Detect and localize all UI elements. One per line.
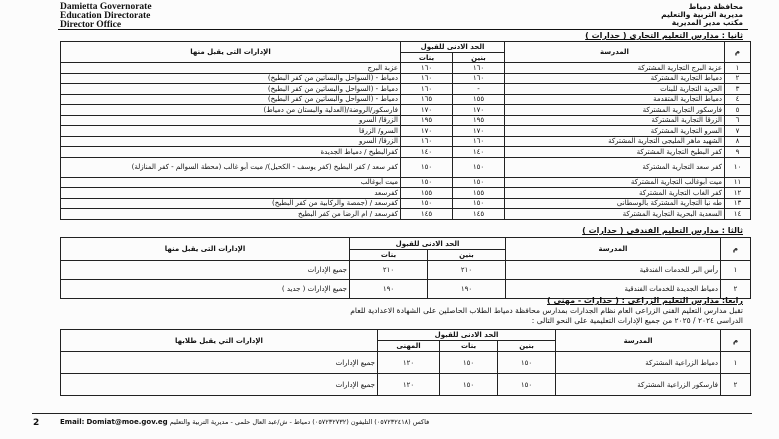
row-school: دمياط التجارية المتقدمة bbox=[505, 94, 725, 105]
commercial-table bbox=[60, 41, 751, 220]
table-row bbox=[61, 105, 751, 116]
row-school: كفر البطيخ التجارية المشتركة bbox=[505, 147, 725, 158]
row-girls: ١٤٠ bbox=[401, 147, 453, 158]
row-admins: جميع الإدارات bbox=[61, 374, 378, 396]
header-arabic bbox=[661, 3, 743, 27]
row-num: ١٠ bbox=[725, 157, 751, 177]
contact-info: فاكس (٠٥٧٢٣٢٤١٨) التليفون (٠٥٧٢٣٢٧٣٢) دمياط - ش/عبد العال حلمى - مديرية التربية والتعليم bbox=[169, 418, 430, 426]
row-girls: ١٩٠ bbox=[350, 280, 428, 299]
agri-section-title: رابعا: مدارس التعليم الزراعى : ( جدارات - مهنى ) bbox=[547, 296, 743, 305]
row-girls: ١٦٠ bbox=[401, 84, 453, 95]
table-row bbox=[61, 147, 751, 158]
table-row bbox=[61, 136, 751, 147]
col-num-header: م bbox=[721, 330, 751, 352]
table-row bbox=[61, 94, 751, 105]
row-admins: الزرقا/ السرو bbox=[61, 115, 401, 126]
row-admins: فارسكور/الروضة/(العدلية والبستان من دمياط) bbox=[61, 105, 401, 116]
row-vocational: ١٢٠ bbox=[378, 352, 440, 374]
agri-paragraph-line1: تقبل مدارس التعليم الفنى الزراعى العام نظام الجدارات بمدارس محافظة دمياط الطلاب الحاصلين على الشهادة الاعدادية للعام bbox=[350, 306, 743, 315]
header-governorate: Damietta Governorate bbox=[60, 2, 152, 12]
row-admins: كفرالبطيخ / دمياط الجديدة bbox=[61, 147, 401, 158]
row-boys: ١٩٠ bbox=[428, 280, 506, 299]
row-school: دمياط التجارية المشتركة bbox=[505, 73, 725, 84]
row-school: الحرية التجارية للبنات bbox=[505, 84, 725, 95]
row-boys: ١٧٠ bbox=[453, 126, 505, 137]
header-directorate: Education Directorate bbox=[60, 11, 151, 21]
row-boys: ١٥٠ bbox=[453, 198, 505, 209]
col-admins-header: الإدارات التي يقبل طلابها bbox=[61, 330, 378, 352]
col-school-header: المدرسة bbox=[505, 42, 725, 63]
row-girls: ١٥٥ bbox=[401, 188, 453, 199]
row-num: ٢ bbox=[721, 280, 751, 299]
agri-paragraph-line2: الدراسى ٢٠٢٤ / ٢٠٢٥ من جميع الإدارات التعليمية على النحو التالى : bbox=[531, 316, 743, 325]
row-admins: كفر سعد / كفر البطيخ (كفر يوسف - الكحيل)/ ميت أبو غالب (محطة السوالم - كفر المنازلة) bbox=[61, 157, 401, 177]
row-boys: ١٦٠ bbox=[453, 136, 505, 147]
header-ar-office: مكتب مدير المديرية bbox=[671, 18, 743, 27]
row-girls: ١٥٠ bbox=[440, 352, 498, 374]
row-girls: ١٦٥ bbox=[401, 94, 453, 105]
row-school: طه نبا التجارية المشتركة بالوسطانى bbox=[505, 198, 725, 209]
row-boys: ١٥٠ bbox=[498, 374, 556, 396]
row-girls: ١٥٠ bbox=[401, 157, 453, 177]
table-row bbox=[61, 261, 751, 280]
hotel-table bbox=[60, 237, 751, 299]
row-girls: ١٥٠ bbox=[440, 374, 498, 396]
header-english bbox=[60, 3, 152, 30]
row-boys: ٢١٠ bbox=[428, 261, 506, 280]
table-row bbox=[61, 126, 751, 137]
row-admins: السرو/ الزرقا bbox=[61, 126, 401, 137]
row-num: ١ bbox=[721, 352, 751, 374]
row-boys: ١٥٠ bbox=[453, 157, 505, 177]
email-link[interactable]: Domiat@moe.gov.eg bbox=[86, 418, 168, 426]
col-school-header: المدرسة bbox=[506, 238, 721, 261]
row-school: الشهيد ماهر المليجى التجارية المشتركة bbox=[505, 136, 725, 147]
row-admins: الزرقا/ السرو bbox=[61, 136, 401, 147]
col-boys-header: بنين bbox=[453, 53, 505, 63]
col-boys-header: بنين bbox=[498, 341, 556, 352]
table-row bbox=[61, 198, 751, 209]
row-num: ٢ bbox=[725, 73, 751, 84]
footer-divider bbox=[32, 413, 752, 414]
row-num: ١٣ bbox=[725, 198, 751, 209]
row-admins: كفرسعد / ام الرضا من كفر البطيخ bbox=[61, 209, 401, 220]
row-admins: دمياط - (السواحل والبساتين من كفر البطيخ) bbox=[61, 94, 401, 105]
row-boys: ١٥٠ bbox=[498, 352, 556, 374]
row-admins: جميع الإدارات ( جديد ) bbox=[61, 280, 350, 299]
row-admins: كفرسعد bbox=[61, 188, 401, 199]
row-boys: ١٤٠ bbox=[453, 147, 505, 158]
table-row bbox=[61, 63, 751, 74]
agri-table bbox=[60, 329, 751, 396]
row-admins: ميت أبوغالب bbox=[61, 177, 401, 188]
row-num: ١ bbox=[721, 261, 751, 280]
row-girls: ١٥٠ bbox=[401, 198, 453, 209]
footer-contact bbox=[60, 418, 429, 426]
col-vocational-header: المهنى bbox=[378, 341, 440, 352]
header-divider bbox=[58, 29, 748, 30]
table-row bbox=[61, 84, 751, 95]
col-girls-header: بنات bbox=[350, 250, 428, 261]
row-school: فارسكور الزراعية المشتركة bbox=[556, 374, 721, 396]
row-boys: ١٦٠ bbox=[453, 63, 505, 74]
col-girls-header: بنات bbox=[401, 53, 453, 63]
col-min-score-header: الحد الادنى للقبول bbox=[378, 330, 556, 341]
row-school: عزبة البرج التجارية المشتركة bbox=[505, 63, 725, 74]
row-boys: ١٤٥ bbox=[453, 209, 505, 220]
row-admins: دمياط - (السواحل والبساتين من كفر البطيخ) bbox=[61, 73, 401, 84]
row-boys: ١٥٥ bbox=[453, 188, 505, 199]
header-office: Director Office bbox=[60, 20, 122, 30]
col-num-header: م bbox=[721, 238, 751, 261]
hotel-section-title: ثالثا : مدارس التعليم الفندقى ( جدارات ) bbox=[582, 226, 743, 235]
col-min-score-header: الحد الادنى للقبول bbox=[401, 42, 505, 53]
row-num: ٥ bbox=[725, 105, 751, 116]
row-boys: - bbox=[453, 84, 505, 95]
col-girls-header: بنات bbox=[440, 341, 498, 352]
row-boys: ١٦٠ bbox=[453, 73, 505, 84]
row-boys: ١٩٥ bbox=[453, 115, 505, 126]
row-num: ٣ bbox=[725, 84, 751, 95]
commercial-section-title: ثانيا : مدارس التعليم التجارى ( جدارات ) bbox=[585, 31, 743, 40]
table-row bbox=[61, 73, 751, 84]
header-ar-governorate: محافظة دمياط bbox=[688, 2, 743, 11]
row-admins: جميع الإدارات bbox=[61, 261, 350, 280]
row-num: ٨ bbox=[725, 136, 751, 147]
row-girls: ١٩٥ bbox=[401, 115, 453, 126]
table-row bbox=[61, 209, 751, 220]
table-row bbox=[61, 115, 751, 126]
row-admins: عزبة البرج bbox=[61, 63, 401, 74]
row-boys: ١٥٠ bbox=[453, 177, 505, 188]
row-num: ٤ bbox=[725, 94, 751, 105]
row-girls: ١٦٠ bbox=[401, 136, 453, 147]
row-girls: ١٦٠ bbox=[401, 63, 453, 74]
row-school: السرو التجارية المشتركة bbox=[505, 126, 725, 137]
row-num: ١٢ bbox=[725, 188, 751, 199]
table-row bbox=[61, 188, 751, 199]
page-number: 2 bbox=[33, 418, 40, 428]
row-admins: دمياط - (السواحل والبساتين من كفر البطيخ) bbox=[61, 84, 401, 95]
row-girls: ١٤٥ bbox=[401, 209, 453, 220]
row-school: ميت أبوغالب التجارية المشتركة bbox=[505, 177, 725, 188]
row-girls: ١٦٠ bbox=[401, 73, 453, 84]
row-boys: ١٥٥ bbox=[453, 94, 505, 105]
row-girls: ١٧٠ bbox=[401, 105, 453, 116]
row-school: رأس البر للخدمات الفندقية bbox=[506, 261, 721, 280]
row-num: ٢ bbox=[721, 374, 751, 396]
row-school: السعدية البحرية التجارية المشتركة bbox=[505, 209, 725, 220]
row-school: كفر الغاب التجارية المشتركة bbox=[505, 188, 725, 199]
header-ar-directorate: مديرية التربية والتعليم bbox=[661, 10, 743, 19]
row-num: ٦ bbox=[725, 115, 751, 126]
row-admins: جميع الإدارات bbox=[61, 352, 378, 374]
row-num: ١ bbox=[725, 63, 751, 74]
row-num: ١١ bbox=[725, 177, 751, 188]
table-row bbox=[61, 157, 751, 177]
row-num: ٧ bbox=[725, 126, 751, 137]
row-admins: كفرسعد / (جمصة والركابية من كفر البطيخ) bbox=[61, 198, 401, 209]
col-num-header: م bbox=[725, 42, 751, 63]
table-row bbox=[61, 177, 751, 188]
row-school: دمياط الزراعية المشتركة bbox=[556, 352, 721, 374]
row-vocational: ١٢٠ bbox=[378, 374, 440, 396]
col-admins-header: الإدارات التى يقبل منها bbox=[61, 42, 401, 63]
email-label: Email: bbox=[60, 418, 85, 426]
row-girls: ١٥٠ bbox=[401, 177, 453, 188]
row-girls: ١٧٠ bbox=[401, 126, 453, 137]
table-row bbox=[61, 374, 751, 396]
row-school: دمياط الجديدة للخدمات الفندقية bbox=[506, 280, 721, 299]
row-school: كفر سعد التجارية المشتركة bbox=[505, 157, 725, 177]
row-boys: ١٧٠ bbox=[453, 105, 505, 116]
col-min-score-header: الحد الادنى للقبول bbox=[350, 238, 506, 250]
row-num: ١٤ bbox=[725, 209, 751, 220]
col-admins-header: الإدارات التى يقبل منها bbox=[61, 238, 350, 261]
table-row bbox=[61, 352, 751, 374]
col-boys-header: بنين bbox=[428, 250, 506, 261]
row-school: فارسكور التجارية المشتركة bbox=[505, 105, 725, 116]
row-num: ٩ bbox=[725, 147, 751, 158]
row-school: الزرقا التجارية المشتركة bbox=[505, 115, 725, 126]
row-girls: ٢١٠ bbox=[350, 261, 428, 280]
col-school-header: المدرسة bbox=[556, 330, 721, 352]
